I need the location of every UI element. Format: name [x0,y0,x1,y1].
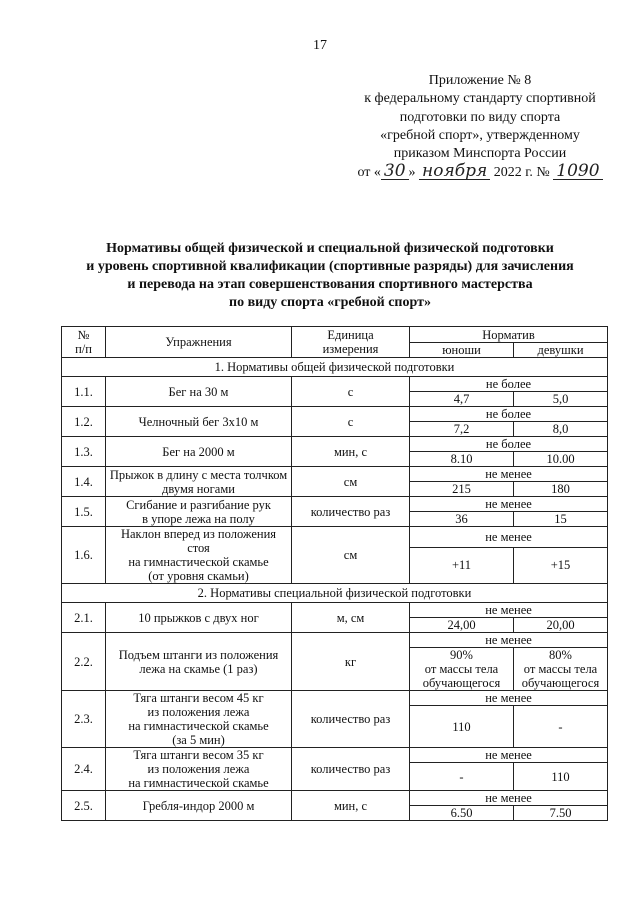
page-number: 17 [313,38,327,53]
exercise-name: Гребля-индор 2000 м [106,791,292,821]
value-girls: 10.00 [514,452,608,467]
value-girls: 80% от массы тела обучающегося [514,648,608,691]
table-row [62,437,608,452]
row-number: 1.4. [62,467,106,497]
exercise-name: Тяга штанги весом 35 кг из положения лежа на гимнастической скамье [106,748,292,791]
unit-of-measure: мин, с [292,791,410,821]
table-row [62,791,608,806]
unit-of-measure: с [292,377,410,407]
value-girls: 8,0 [514,422,608,437]
value-boys: 6.50 [410,806,514,821]
norms-table [61,326,608,821]
table-row [62,603,608,618]
value-boys: 215 [410,482,514,497]
exercise-name: Бег на 2000 м [106,437,292,467]
row-number: 2.2. [62,633,106,691]
norm-condition: не менее [410,497,608,512]
norm-condition: не менее [410,791,608,806]
row-number: 2.1. [62,603,106,633]
title-line: и уровень спортивной квалификации (спортивные разряды) для зачисления [86,259,574,274]
value-boys: 24,00 [410,618,514,633]
row-number: 2.5. [62,791,106,821]
title-line: и перевода на этап совершенствования спортивного мастерства [127,277,533,292]
document-title [40,240,620,312]
header-num: № п/п [62,327,106,358]
norm-condition: не более [410,437,608,452]
handwritten-day: 30 [381,163,409,180]
appendix-line: Приложение № 8 [428,73,532,88]
unit-of-measure: см [292,467,410,497]
norm-condition: не менее [410,467,608,482]
title-line: Нормативы общей физической и специальной физической подготовки [106,241,554,256]
value-girls: 7.50 [514,806,608,821]
header-exercise: Упражнения [106,327,292,358]
value-girls: 20,00 [514,618,608,633]
table-row [62,748,608,763]
value-boys: 4,7 [410,392,514,407]
exercise-name: Бег на 30 м [106,377,292,407]
unit-of-measure: кг [292,633,410,691]
row-number: 1.1. [62,377,106,407]
appendix-line: к федеральному стандарту спортивной [364,91,596,107]
unit-of-measure: количество раз [292,691,410,748]
unit-of-measure: количество раз [292,748,410,791]
row-number: 1.3. [62,437,106,467]
value-girls: +15 [514,547,608,583]
norm-condition: не более [410,407,608,422]
table-row [62,377,608,392]
title-line: по виду спорта «гребной спорт» [229,295,431,310]
section-title: 1. Нормативы общей физической подготовки [62,358,608,377]
handwritten-month: ноября [419,163,490,180]
unit-of-measure: мин, с [292,437,410,467]
exercise-name: Челночный бег 3х10 м [106,407,292,437]
appendix-line: подготовки по виду спорта [399,109,561,125]
table-row [62,633,608,648]
value-girls: 15 [514,512,608,527]
value-girls: - [514,706,608,748]
appendix-header [340,72,620,183]
norm-condition: не менее [410,691,608,706]
value-girls: 180 [514,482,608,497]
value-boys: 7,2 [410,422,514,437]
year-text: 2022 г. № [493,165,550,181]
unit-of-measure: м, см [292,603,410,633]
date-prefix: от « [357,165,381,181]
value-boys: 90% от массы тела обучающегося [410,648,514,691]
unit-of-measure: с [292,407,410,437]
header-girls: девушки [514,343,608,358]
exercise-name: Подъем штанги из положения лежа на скамье (1 раз) [106,633,292,691]
table-row [62,407,608,422]
handwritten-order-number: 1090 [553,163,602,180]
appendix-line: «гребной спорт», утвержденному [380,127,580,143]
table-row [62,527,608,548]
row-number: 1.6. [62,527,106,584]
header-boys: юноши [410,343,514,358]
header-unit: Единица измерения [292,327,410,358]
table-row [62,691,608,706]
header-norm: Норматив [410,327,608,343]
norm-condition: не менее [410,527,608,548]
exercise-name: Тяга штанги весом 45 кг из положения лежа на гимнастической скамье (за 5 мин) [106,691,292,748]
exercise-name: 10 прыжков с двух ног [106,603,292,633]
table-row [62,467,608,482]
row-number: 1.5. [62,497,106,527]
value-boys: 110 [410,706,514,748]
value-girls: 110 [514,763,608,791]
value-boys: 8.10 [410,452,514,467]
value-girls: 5,0 [514,392,608,407]
exercise-name: Наклон вперед из положения стоя на гимнастической скамье (от уровня скамьи) [106,527,292,584]
unit-of-measure: количество раз [292,497,410,527]
norm-condition: не менее [410,748,608,763]
value-boys: +11 [410,547,514,583]
row-number: 2.4. [62,748,106,791]
norm-condition: не более [410,377,608,392]
value-boys: 36 [410,512,514,527]
row-number: 2.3. [62,691,106,748]
norm-condition: не менее [410,633,608,648]
exercise-name: Сгибание и разгибание рук в упоре лежа на полу [106,497,292,527]
table-row [62,497,608,512]
section-title: 2. Нормативы специальной физической подготовки [62,584,608,603]
appendix-line: приказом Минспорта России [393,146,567,162]
exercise-name: Прыжок в длину с места толчком двумя ногами [106,467,292,497]
order-date-line [340,163,620,182]
unit-of-measure: см [292,527,410,584]
value-boys: - [410,763,514,791]
row-number: 1.2. [62,407,106,437]
norm-condition: не менее [410,603,608,618]
date-mid: » [408,165,416,181]
